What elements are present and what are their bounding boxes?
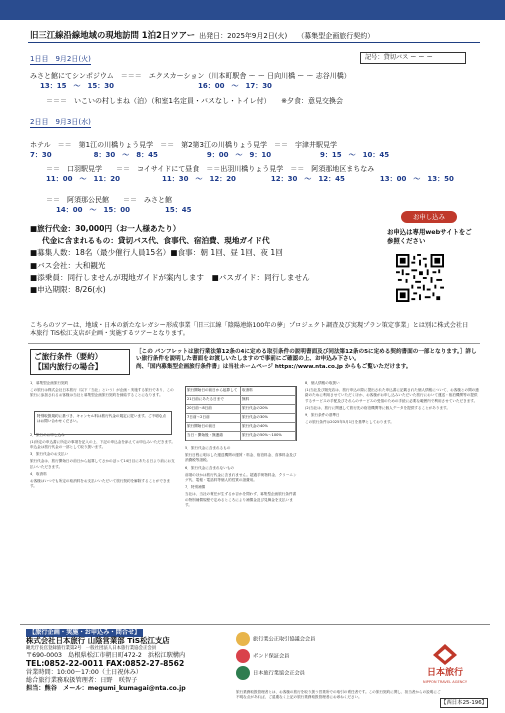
assoc-item1: 旅行業公正取引協議会会員	[253, 636, 316, 643]
table-row	[186, 432, 296, 441]
association-marks	[236, 632, 386, 680]
tour-title-row	[30, 29, 480, 41]
col2-text: 前項のほかは旅行代金に含まれません。超過手荷物料金、クリーニング代、電報・電話料等個人的性質の諸費用。	[185, 472, 297, 483]
price-detail: 代金に含まれるもの：貸切バス代、食事代、宿泊費、現地ガイド代	[42, 236, 270, 246]
footer-note: 旅行業務取扱管理者とは、お客様の旅行を取り扱う営業所での取引の責任者です。この旅行契約に関し、担当者からの説明にご不明な点があれば、ご遠慮なく上記の旅行業務取扱管理者にお尋ねください。	[236, 690, 441, 699]
table-cell: 旅行代金の30%	[241, 414, 296, 422]
col2-text: 当社は、当社の責任が生ずるか否かを問わず、募集型企画旅行条件書の特別補償規程で定めるところにより補償金及び見舞金を支払います。	[185, 492, 297, 507]
col2-text: 旅行日程に明示した運送機関の運賃・料金、宿泊料金、食事料金及び消費税等諸税。	[185, 453, 297, 463]
conditions-subtitle: 【国内旅行の場合】	[34, 362, 103, 371]
day2-line2-times: 11：00 ～ 11：20 11：30 ～ 12：20 12：30 ～ 12：45 13：00 ～ 13：50	[46, 175, 454, 183]
table-row	[186, 405, 296, 414]
tour-info	[30, 223, 310, 296]
col1-text: この旅行は株式会社日本旅行（以下「当社」という）が企画・実施する旅行であり、この旅行に参加されるお客様は当社と募集型企画旅行契約を締結することになります。	[30, 388, 174, 398]
table-cell: 21日前にあたる日まで	[186, 396, 241, 404]
col1-text: 4．取消料	[30, 471, 47, 476]
apply-badge: お申し込み	[401, 211, 457, 223]
table-cell: 取消料	[241, 387, 296, 395]
conditions-title: ご旅行条件（要約）	[34, 352, 103, 361]
bus-company: ■バス会社：大和観光	[30, 260, 106, 270]
table-cell: 旅行代金の20%	[241, 405, 296, 413]
col3-text: 8．個人情報の取扱い	[305, 381, 340, 385]
agency-address: 〒690-0003 島根県松江市朝日町472-2 浜松江駅構内	[26, 651, 186, 659]
table-row	[186, 414, 296, 423]
col1-text: (1)所定の申込書に所定の事項を記入の上、下記の申込金を添えてお申込みいただきます。申込金は旅行代金の一部として取り扱います。	[30, 439, 175, 450]
fair-trade-seal-icon	[236, 632, 250, 646]
assoc-item2: ボンド保証会員	[253, 653, 290, 660]
table-cell: 当日・開始後・無連絡	[186, 432, 241, 440]
tour-type: （募集型企画旅行契約）	[297, 32, 375, 40]
agency-company: 株式会社日本旅行 山陰営業部 TiS松江支店	[26, 636, 170, 646]
col2-text: 6．旅行代金に含まれないもの	[185, 465, 235, 470]
col1-text: 3．旅行代金のお支払い	[30, 452, 69, 457]
col1-text: 1．募集型企画旅行契約	[30, 381, 69, 385]
departure-date: 出発日：2025年9月2日(火)	[199, 32, 288, 40]
day1-line1-times: 13：15 ～ 15：30 16：00 ～ 17：30	[40, 82, 272, 90]
special-terms-box: 特別取扱規約に基づき、キャンセル料は旅行代金の規定に従います。ご不明な点はお問い合わせください。	[34, 411, 172, 435]
day2-line2: ＝＝ 口羽駅見学 ＝＝ コイサイドにて昼食 ＝＝出羽川橋りょう見学 ＝＝ 阿須那地区まちなみ	[46, 165, 375, 173]
tour-title: 旧三江線沿線地域の現地訪問 1泊2日ツアー	[30, 30, 196, 40]
col2-text: 7．特別補償	[185, 485, 206, 490]
agency-tel[interactable]: TEL:0852-22-0011 FAX:0852-27-8562	[26, 659, 185, 669]
table-cell: 20日前〜8日前	[186, 405, 241, 413]
conditions-lead-text: ［この パンフレットは旅行業法第12条の4に定める取引条件の説明書面及び同法第12条の5に定める契約書面の一部となります。］詳しい旅行条件を説明した書面をお渡しいたしますので事前にご確認の上、お申込み下さい。	[136, 349, 477, 363]
conditions-lead-url[interactable]: 尚、「国内募集型企画旅行条件書」は当社ホームページ https://www.nta.co.jp からもご覧いただけます。	[136, 363, 412, 370]
col3-text: この旅行条件は2025年5月1日を基準としております。	[305, 420, 394, 425]
document-number: 【西日本25-196】	[441, 700, 488, 706]
day2-line1: ホテル ＝＝ 第1江の川橋りょう見学 ＝＝ 第2第3江の川橋りょう見学 ＝＝ 宇津井駅見学	[30, 141, 338, 149]
table-row	[186, 423, 296, 432]
assoc-item3: 日本旅行業協会正会員	[253, 670, 305, 677]
table-cell: 7日前〜2日前	[186, 414, 241, 422]
col1-text: お客様はいつでも所定の取消料をお支払いいただいて旅行契約を解除することができます。	[30, 479, 171, 489]
table-cell: 旅行開始日の前日から起算して	[186, 387, 241, 395]
guide-info: ■添乗員：同行しませんが現地ガイドが案内します ■バスガイド：同行しません	[30, 272, 310, 282]
agency-info	[26, 629, 226, 694]
table-row	[186, 396, 296, 405]
day1-label: 1日目 9月2日(火)	[30, 55, 91, 63]
agency-license: 観光庁長官登録旅行業第2号 一般社団法人日本旅行業協会正会員	[26, 645, 157, 651]
cancellation-table	[185, 386, 297, 441]
logo-name: 日本旅行	[426, 668, 464, 678]
col1-text: 2．旅行のお申し込み	[30, 432, 65, 437]
logo-sub: NIPPON TRAVEL AGENCY	[422, 680, 468, 684]
agency-hours: 営業時間：10:00～17:00（土日祝休み）	[26, 668, 143, 676]
day1-line1: みさと館にてシンポジウム ＝＝＝ エクスカーション（川本町駅舎 ー ー 日向川橋 ー ー 志谷川橋）	[30, 72, 351, 80]
nippon-travel-logo-icon	[410, 641, 480, 686]
table-row	[186, 387, 296, 396]
table-cell: 旅行代金の50%〜100%	[241, 432, 296, 440]
agency-manager: 総合旅行業務取扱管理者：日野 咲智子	[26, 677, 138, 685]
capacity: ■募集人数：18名（最少催行人員15名）■食事：朝 1回、昼 1回、夜 1回	[30, 248, 283, 258]
day1-line2: ＝＝＝ いこいの村しまね（泊）（和室1名定員・バスなし・トイレ付） ※夕食：意見交換会	[46, 97, 343, 105]
footer-divider	[20, 624, 490, 625]
day2-line1-times: 7：30 8：30 ～ 8：45 9：00 ～ 9：10 9：15 ～ 10：45	[30, 151, 390, 159]
col2-text: 5．旅行代金に含まれるもの	[185, 446, 231, 450]
day2-label: 2日目 9月3日(水)	[30, 118, 91, 126]
agency-heading: 【旅行企画・実施・お申込み・問合せ】	[26, 629, 143, 637]
col3-text: (2)当社は、旅行に関連して旅行先の宿泊機関等に個人データを提供することがあります。	[305, 405, 450, 410]
jata-seal-icon	[236, 666, 250, 680]
agency-contact-email[interactable]: 担当：熊谷 メール：megumi_kumagai@nta.co.jp	[26, 685, 186, 693]
day2-line3-times: 14：00 ～ 15：00 15：45	[56, 206, 192, 214]
conditions-col3	[305, 381, 481, 621]
apply-text: お申込は専用webサイトをご参照ください	[387, 228, 472, 245]
section-divider	[28, 343, 480, 344]
table-cell: 旅行開始日の前日	[186, 423, 241, 431]
col1-text: 旅行代金は、旅行開始日の前日から起算してさかのぼって14日目にあたる日より前にお支払いいただきます。	[30, 459, 175, 469]
col3-text: (1)当社及び販売店は、旅行申込の際に提出された申込書に記載された個人情報について、お客様との間の連絡のために利用させていただくほか、お客様がお申し込みいただいた旅行において運送・宿泊機関等の提供するサービスの手配及びそれらのサービスの受領のための手続に必要な範囲内で利用させていただきます。	[305, 388, 479, 403]
conditions-lead	[136, 349, 480, 371]
col3-text: 9．旅行条件の基準日	[305, 413, 340, 418]
conditions-heading	[30, 349, 130, 375]
table-cell: 無料	[241, 396, 296, 404]
price: ■旅行代金：30,000円（お一人様あたり）	[30, 224, 181, 233]
top-banner	[0, 0, 505, 20]
title-underline	[28, 42, 480, 43]
table-cell: 旅行代金の40%	[241, 423, 296, 431]
tour-code: 記号：貸切バス ー ー ー	[360, 52, 466, 64]
tour-note: こちらのツアーは、地域・日本の新たなレガシー形成事業「旧三江線「陰陽連絡100年の夢」プロジェクト調査及び実現プラン策定事業」とは別に株式会社日本旅行 TiS松江支店が企画・実施するツアーとなります。	[30, 322, 469, 338]
qr-code-icon[interactable]	[396, 254, 444, 302]
day2-line3: ＝＝ 阿須那公民館 ＝＝ みさと館	[46, 196, 172, 204]
conditions-col2	[185, 446, 297, 621]
deadline: ■申込期限：8/26(水)	[30, 285, 106, 295]
bond-seal-icon	[236, 649, 250, 663]
